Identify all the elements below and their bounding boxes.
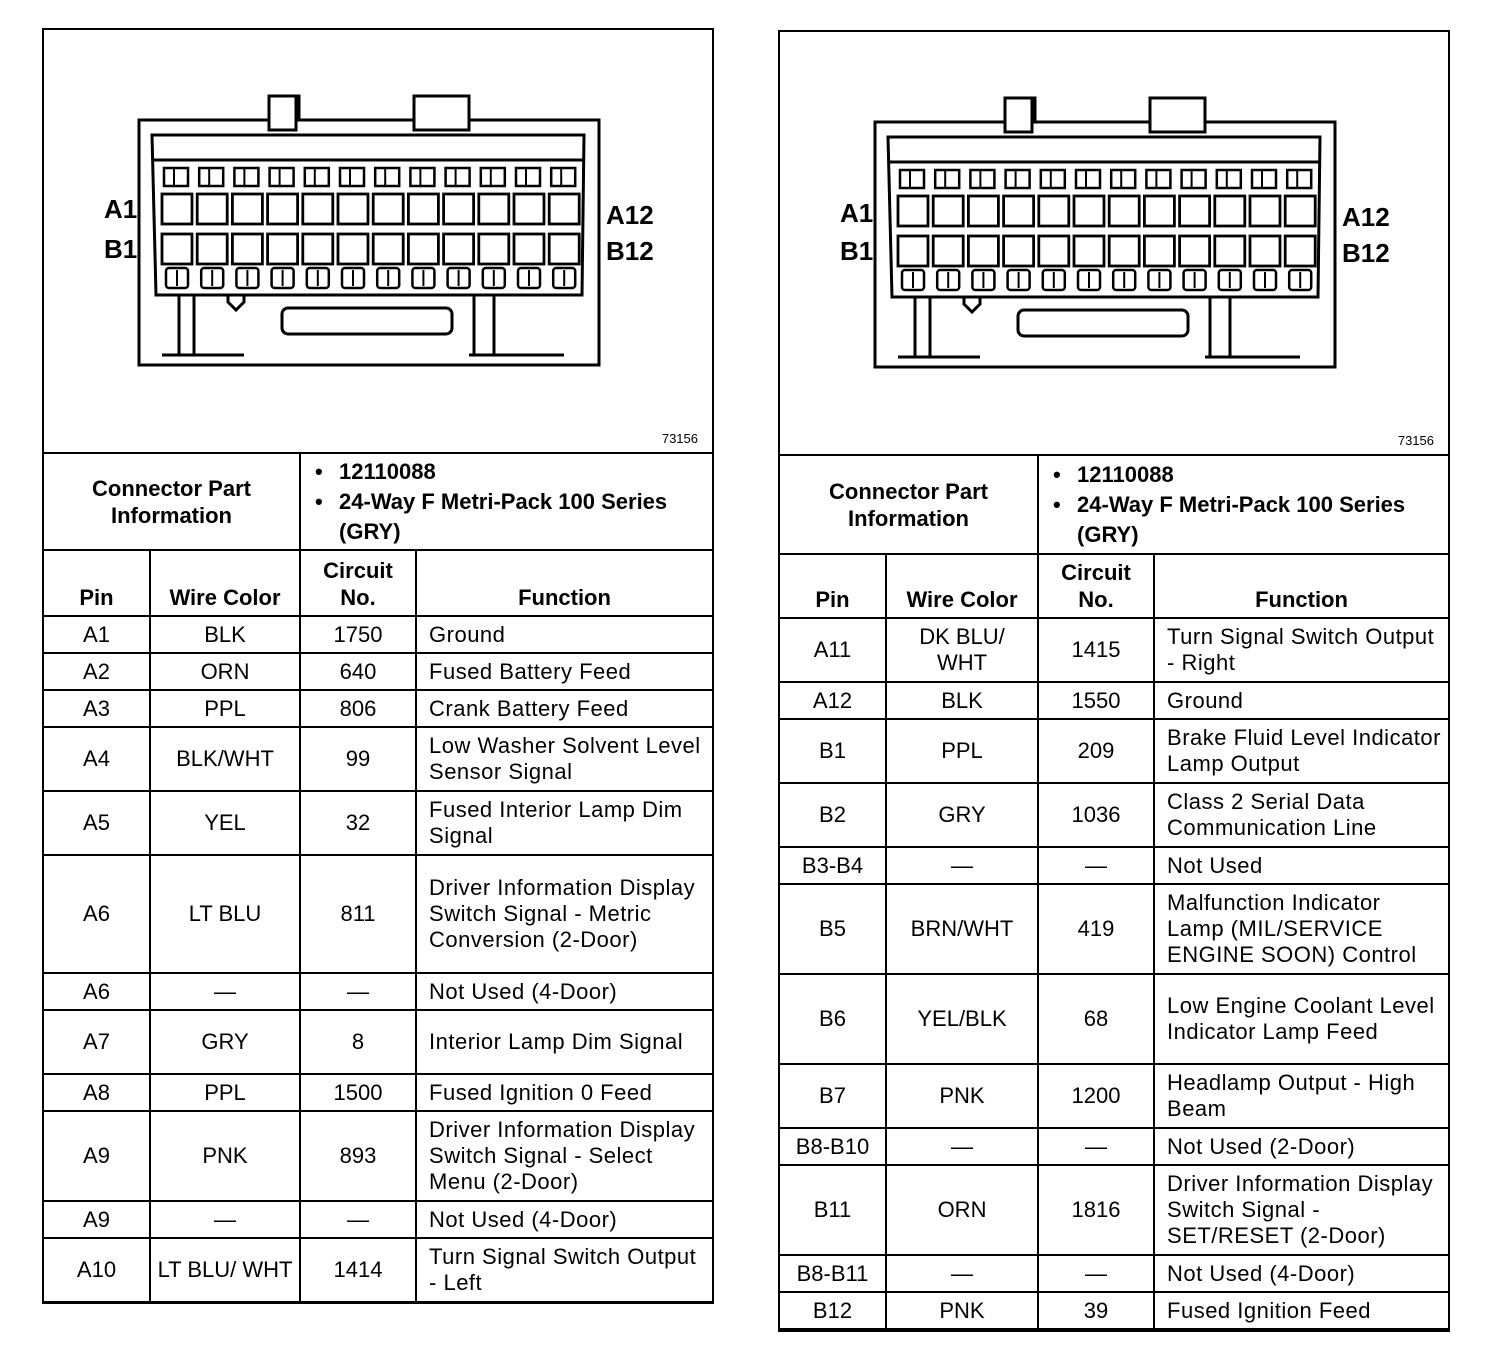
cavity-a <box>1144 196 1174 226</box>
cavity-a <box>1250 196 1280 226</box>
table-row <box>44 1111 712 1201</box>
cavity-a <box>1074 196 1104 226</box>
connector-type: • 24-Way F Metri-Pack 100 Series (GRY) <box>339 487 706 547</box>
table-row <box>44 855 712 973</box>
table-row <box>44 791 712 855</box>
function-cell: Turn Signal Switch Output - Left <box>416 1238 712 1302</box>
circuit-cell: 39 <box>1038 1292 1154 1329</box>
table-row <box>780 1255 1448 1292</box>
pin-cell: A12 <box>780 682 886 719</box>
pin-cell: B7 <box>780 1064 886 1128</box>
pin-label-a12: A12 <box>1342 202 1390 232</box>
pin-cell: A1 <box>44 616 150 653</box>
cavity-a <box>444 194 474 224</box>
cavity-a <box>898 196 928 226</box>
circuit-cell: 1816 <box>1038 1165 1154 1255</box>
pin-label-b12: B12 <box>606 236 654 266</box>
circuit-cell: 1200 <box>1038 1064 1154 1128</box>
connector-panel-left <box>42 28 714 1304</box>
circuit-cell: 640 <box>300 653 416 690</box>
header-pin: Pin <box>44 550 150 616</box>
table-row <box>44 1010 712 1074</box>
cavity-a <box>1004 196 1034 226</box>
wire-color-cell: DK BLU/ WHT <box>886 618 1038 682</box>
circuit-cell: — <box>300 1201 416 1238</box>
circuit-cell: 1414 <box>300 1238 416 1302</box>
wire-color-cell: PPL <box>886 719 1038 783</box>
pin-cell: A5 <box>44 791 150 855</box>
table-row <box>44 1238 712 1302</box>
terminal-marker <box>1111 170 1135 188</box>
wire-color-cell: BLK <box>886 682 1038 719</box>
connector-type: • 24-Way F Metri-Pack 100 Series (GRY) <box>1077 490 1442 550</box>
function-cell: Not Used (4-Door) <box>1154 1255 1448 1292</box>
cavity-a <box>549 194 579 224</box>
pin-cell: A3 <box>44 690 150 727</box>
pin-cell: B3-B4 <box>780 847 886 884</box>
cavity-b <box>933 236 963 266</box>
pin-label-b1: B1 <box>104 234 138 264</box>
pin-cell: A9 <box>44 1111 150 1201</box>
pin-cell: B5 <box>780 884 886 974</box>
pin-cell: B2 <box>780 783 886 847</box>
cavity-b <box>444 234 474 264</box>
connector-panel-right <box>778 30 1450 1332</box>
cavity-a <box>1039 196 1069 226</box>
wire-color-cell: ORN <box>150 653 300 690</box>
cavity-b <box>549 234 579 264</box>
pin-cell: B8-B11 <box>780 1255 886 1292</box>
function-cell: Fused Battery Feed <box>416 653 712 690</box>
table-row <box>780 783 1448 847</box>
terminal-marker <box>935 170 959 188</box>
table-row <box>44 1074 712 1111</box>
table-header <box>44 550 712 616</box>
terminal-marker <box>1252 170 1276 188</box>
terminal-marker <box>1182 170 1206 188</box>
cavity-a <box>479 194 509 224</box>
header-circuit: Circuit No. <box>1038 554 1154 618</box>
key-tab <box>228 295 244 310</box>
cavity-b <box>514 234 544 264</box>
wire-color-cell: ORN <box>886 1165 1038 1255</box>
cavity-b <box>197 234 227 264</box>
pin-cell: A11 <box>780 618 886 682</box>
circuit-cell: 8 <box>300 1010 416 1074</box>
function-cell: Class 2 Serial Data Communication Line <box>1154 783 1448 847</box>
wire-color-cell: PNK <box>886 1064 1038 1128</box>
latch-left <box>269 96 296 130</box>
function-cell: Interior Lamp Dim Signal <box>416 1010 712 1074</box>
terminal-marker <box>551 168 575 186</box>
cavity-b <box>162 234 192 264</box>
table-row <box>44 1201 712 1238</box>
wire-color-cell: BRN/WHT <box>886 884 1038 974</box>
terminal-marker <box>199 168 223 186</box>
cavity-a <box>1285 196 1315 226</box>
lock-slot <box>282 308 452 334</box>
cavity-b <box>232 234 262 264</box>
cavity-a <box>162 194 192 224</box>
table-header <box>780 554 1448 618</box>
header-wire-color: Wire Color <box>150 550 300 616</box>
circuit-cell: 419 <box>1038 884 1154 974</box>
circuit-cell: 68 <box>1038 974 1154 1064</box>
pin-label-a12: A12 <box>606 200 654 230</box>
terminal-marker <box>164 168 188 186</box>
pin-cell: B11 <box>780 1165 886 1255</box>
cavity-b <box>1215 236 1245 266</box>
function-cell: Headlamp Output - High Beam <box>1154 1064 1448 1128</box>
cavity-b <box>1285 236 1315 266</box>
circuit-cell: 893 <box>300 1111 416 1201</box>
circuit-cell: 1500 <box>300 1074 416 1111</box>
terminal-marker <box>1076 170 1100 188</box>
pin-cell: A2 <box>44 653 150 690</box>
terminal-marker <box>1006 170 1030 188</box>
function-cell: Turn Signal Switch Output - Right <box>1154 618 1448 682</box>
wire-color-cell: PNK <box>886 1292 1038 1329</box>
cavity-a <box>933 196 963 226</box>
pin-cell: A8 <box>44 1074 150 1111</box>
table-row <box>780 974 1448 1064</box>
connector-legs <box>898 297 1300 357</box>
terminal-marker <box>481 168 505 186</box>
pin-label-a1: A1 <box>840 198 874 228</box>
circuit-cell: — <box>1038 1128 1154 1165</box>
header-circuit: Circuit No. <box>300 550 416 616</box>
table-row <box>780 884 1448 974</box>
cavity-b <box>373 234 403 264</box>
cavity-a <box>968 196 998 226</box>
cavity-a <box>268 194 298 224</box>
connector-table <box>780 456 1448 1330</box>
header-pin: Pin <box>780 554 886 618</box>
pin-label-a1: A1 <box>104 194 138 224</box>
cavity-a <box>197 194 227 224</box>
figure-number: 73156 <box>1397 433 1434 448</box>
wire-color-cell: — <box>150 1201 300 1238</box>
function-cell: Brake Fluid Level Indicator Lamp Output <box>1154 719 1448 783</box>
wire-color-cell: GRY <box>150 1010 300 1074</box>
cavity-b <box>1109 236 1139 266</box>
table-row <box>44 727 712 791</box>
function-cell: Not Used (4-Door) <box>416 973 712 1010</box>
table-row <box>780 1128 1448 1165</box>
cavity-b <box>303 234 333 264</box>
terminal-marker <box>1041 170 1065 188</box>
latch-left <box>1005 98 1032 132</box>
terminal-marker <box>305 168 329 186</box>
cavity-b <box>338 234 368 264</box>
part-number: • 12110088 <box>339 457 706 487</box>
circuit-cell: — <box>1038 847 1154 884</box>
circuit-cell: 209 <box>1038 719 1154 783</box>
cavity-b <box>1180 236 1210 266</box>
circuit-cell: 1415 <box>1038 618 1154 682</box>
circuit-cell: 806 <box>300 690 416 727</box>
pin-cell: B6 <box>780 974 886 1064</box>
pin-cell: A10 <box>44 1238 150 1302</box>
pin-cell: A6 <box>44 973 150 1010</box>
pin-cell: A7 <box>44 1010 150 1074</box>
header-function: Function <box>1154 554 1448 618</box>
table-row <box>780 847 1448 884</box>
cavity-a <box>373 194 403 224</box>
cavity-a <box>303 194 333 224</box>
circuit-cell: 1036 <box>1038 783 1154 847</box>
wire-color-cell: PPL <box>150 690 300 727</box>
wire-color-cell: GRY <box>886 783 1038 847</box>
terminal-marker <box>900 170 924 188</box>
cavity-b <box>968 236 998 266</box>
table-row <box>780 682 1448 719</box>
circuit-cell: — <box>1038 1255 1154 1292</box>
wire-color-cell: YEL <box>150 791 300 855</box>
function-cell: Fused Interior Lamp Dim Signal <box>416 791 712 855</box>
cavity-b <box>1004 236 1034 266</box>
lock-slot <box>1018 310 1188 336</box>
pin-cell: A6 <box>44 855 150 973</box>
function-cell: Ground <box>1154 682 1448 719</box>
connector-info-label: Connector Part Information <box>780 456 1038 554</box>
key-tab <box>964 297 980 312</box>
table-row <box>780 1292 1448 1329</box>
pin-cell: A4 <box>44 727 150 791</box>
latch-right <box>414 96 469 130</box>
pin-cell: B1 <box>780 719 886 783</box>
circuit-cell: 99 <box>300 727 416 791</box>
table-row <box>780 1165 1448 1255</box>
function-cell: Fused Ignition Feed <box>1154 1292 1448 1329</box>
table-row <box>44 653 712 690</box>
terminal-marker <box>1217 170 1241 188</box>
pin-cell: A9 <box>44 1201 150 1238</box>
cavity-b <box>1250 236 1280 266</box>
function-cell: Ground <box>416 616 712 653</box>
function-cell: Not Used (2-Door) <box>1154 1128 1448 1165</box>
function-cell: Not Used (4-Door) <box>416 1201 712 1238</box>
pin-label-b1: B1 <box>840 236 874 266</box>
cavity-a <box>232 194 262 224</box>
connector-legs <box>162 295 564 355</box>
terminal-marker <box>234 168 258 186</box>
cavity-b <box>408 234 438 264</box>
table-row <box>44 690 712 727</box>
terminal-marker <box>410 168 434 186</box>
pin-cell: B8-B10 <box>780 1128 886 1165</box>
header-wire-color: Wire Color <box>886 554 1038 618</box>
connector-table <box>44 454 712 1303</box>
wire-color-cell: — <box>886 847 1038 884</box>
circuit-cell: 1550 <box>1038 682 1154 719</box>
cavity-b <box>1144 236 1174 266</box>
wire-color-cell: — <box>886 1255 1038 1292</box>
part-number: • 12110088 <box>1077 460 1442 490</box>
table-row <box>780 618 1448 682</box>
connector-info-label: Connector Part Information <box>44 454 300 550</box>
terminal-marker <box>970 170 994 188</box>
terminal-marker <box>446 168 470 186</box>
wire-color-cell: BLK <box>150 616 300 653</box>
cavity-a <box>408 194 438 224</box>
cavity-b <box>1074 236 1104 266</box>
cavity-b <box>898 236 928 266</box>
wire-color-cell: LT BLU/ WHT <box>150 1238 300 1302</box>
circuit-cell: 1750 <box>300 616 416 653</box>
connector-info-values <box>1038 456 1448 554</box>
header-function: Function <box>416 550 712 616</box>
table-row <box>780 719 1448 783</box>
function-cell: Malfunction Indicator Lamp (MIL/SERVICE ENGINE SOON) Control <box>1154 884 1448 974</box>
pin-label-b12: B12 <box>1342 238 1390 268</box>
cavity-a <box>1109 196 1139 226</box>
table-row <box>780 1064 1448 1128</box>
cavity-b <box>1039 236 1069 266</box>
latch-right <box>1150 98 1205 132</box>
table-row <box>44 616 712 653</box>
function-cell: Fused Ignition 0 Feed <box>416 1074 712 1111</box>
cavity-a <box>338 194 368 224</box>
wire-color-cell: PNK <box>150 1111 300 1201</box>
terminal-marker <box>1146 170 1170 188</box>
wire-color-cell: BLK/WHT <box>150 727 300 791</box>
figure-number: 73156 <box>661 431 698 446</box>
function-cell: Driver Information Display Switch Signal - Metric Conversion (2-Door) <box>416 855 712 973</box>
cavity-a <box>1215 196 1245 226</box>
wire-color-cell: — <box>886 1128 1038 1165</box>
wire-color-cell: LT BLU <box>150 855 300 973</box>
wire-color-cell: YEL/BLK <box>886 974 1038 1064</box>
connector-info-values <box>300 454 712 550</box>
connector-diagram <box>780 32 1448 456</box>
terminal-marker <box>340 168 364 186</box>
cavity-b <box>268 234 298 264</box>
cavity-a <box>514 194 544 224</box>
pin-cell: B12 <box>780 1292 886 1329</box>
function-cell: Low Engine Coolant Level Indicator Lamp Feed <box>1154 974 1448 1064</box>
function-cell: Driver Information Display Switch Signal - Select Menu (2-Door) <box>416 1111 712 1201</box>
circuit-cell: — <box>300 973 416 1010</box>
cavity-b <box>479 234 509 264</box>
cavity-a <box>1180 196 1210 226</box>
terminal-marker <box>375 168 399 186</box>
wire-color-cell: PPL <box>150 1074 300 1111</box>
wire-color-cell: — <box>150 973 300 1010</box>
function-cell: Driver Information Display Switch Signal - SET/RESET (2-Door) <box>1154 1165 1448 1255</box>
circuit-cell: 32 <box>300 791 416 855</box>
function-cell: Crank Battery Feed <box>416 690 712 727</box>
terminal-marker <box>270 168 294 186</box>
table-row <box>44 973 712 1010</box>
connector-diagram <box>44 30 712 454</box>
function-cell: Not Used <box>1154 847 1448 884</box>
function-cell: Low Washer Solvent Level Sensor Signal <box>416 727 712 791</box>
circuit-cell: 811 <box>300 855 416 973</box>
terminal-marker <box>1287 170 1311 188</box>
terminal-marker <box>516 168 540 186</box>
